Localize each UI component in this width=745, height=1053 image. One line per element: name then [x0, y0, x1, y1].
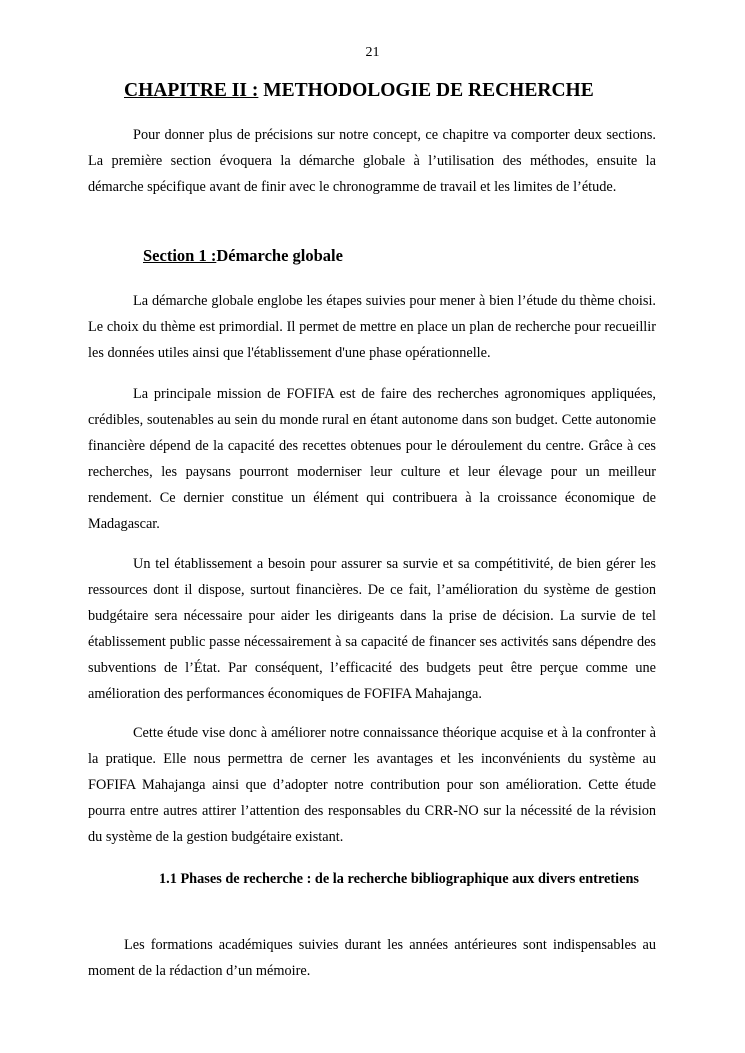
page-number: 21 [365, 45, 380, 60]
chapter-label: CHAPITRE II : [124, 80, 259, 101]
chapter-heading-text: METHODOLOGIE DE RECHERCHE [258, 80, 594, 101]
paragraph-4: Cette étude vise donc à améliorer notre connaissance théorique acquise et à la confronter à la pratique. Elle nous permettra de cerner les avantages et les inconvénients du système au FOFIFA Mahajanga ainsi que d’adopter notre contribution pour son amélioration. Cette étude pourra entre autres attirer l’attention des responsables du CRR-NO sur la nécessité de la révision du système de la gestion budgétaire existant. [88, 725, 656, 845]
section-heading-text: Démarche globale [216, 246, 343, 265]
subsection-title: 1.1 Phases de recherche : de la recherche bibliographique aux divers entretiens [159, 871, 639, 887]
chapter-title [124, 78, 684, 104]
section-label: Section 1 : [143, 246, 217, 265]
paragraph-3: Un tel établissement a besoin pour assurer sa survie et sa compétitivité, de bien gérer les ressources dont il dispose, surtout financières. De ce fait, l’amélioration du système de gestion budgétaire sera nécessaire pour aider les dirigeants dans la prise de décision. La survie de tel établissement public passe nécessairement à sa capacité de financer ses activités sans dépendre des subventions de l’État. Par conséquent, l’efficacité des budgets peut être perçue comme une amélioration des performances économiques de FOFIFA Mahajanga. [88, 556, 656, 702]
intro-paragraph: Pour donner plus de précisions sur notre concept, ce chapitre va comporter deux sections. La première section évoquera la démarche globale à l’utilisation des méthodes, ensuite la démarche spécifique avant de finir avec le chronogramme de travail et les limites de l’étude. [88, 127, 656, 195]
paragraph-1: La démarche globale englobe les étapes suivies pour mener à bien l’étude du thème choisi. Le choix du thème est primordial. Il permet de mettre en place un plan de recherche pour recueillir les données utiles ainsi que l'établissement d'une phase opérationnelle. [88, 293, 656, 361]
paragraph-2: La principale mission de FOFIFA est de faire des recherches agronomiques appliquées, crédibles, soutenables au sein du monde rural en étant autonome dans son budget. Cette autonomie financière dépend de la capacité des recettes obtenues pour le déroulement du centre. Grâce à ces recherches, les paysans pourront moderniser leur culture et leur élevage pour un meilleur rendement. Ce dernier constitue un élément qui contribuera à la croissance économique de Madagascar. [88, 386, 656, 532]
paragraph-5: Les formations académiques suivies durant les années antérieures sont indispensables au moment de la rédaction d’un mémoire. [88, 937, 656, 979]
section-title [143, 244, 343, 268]
